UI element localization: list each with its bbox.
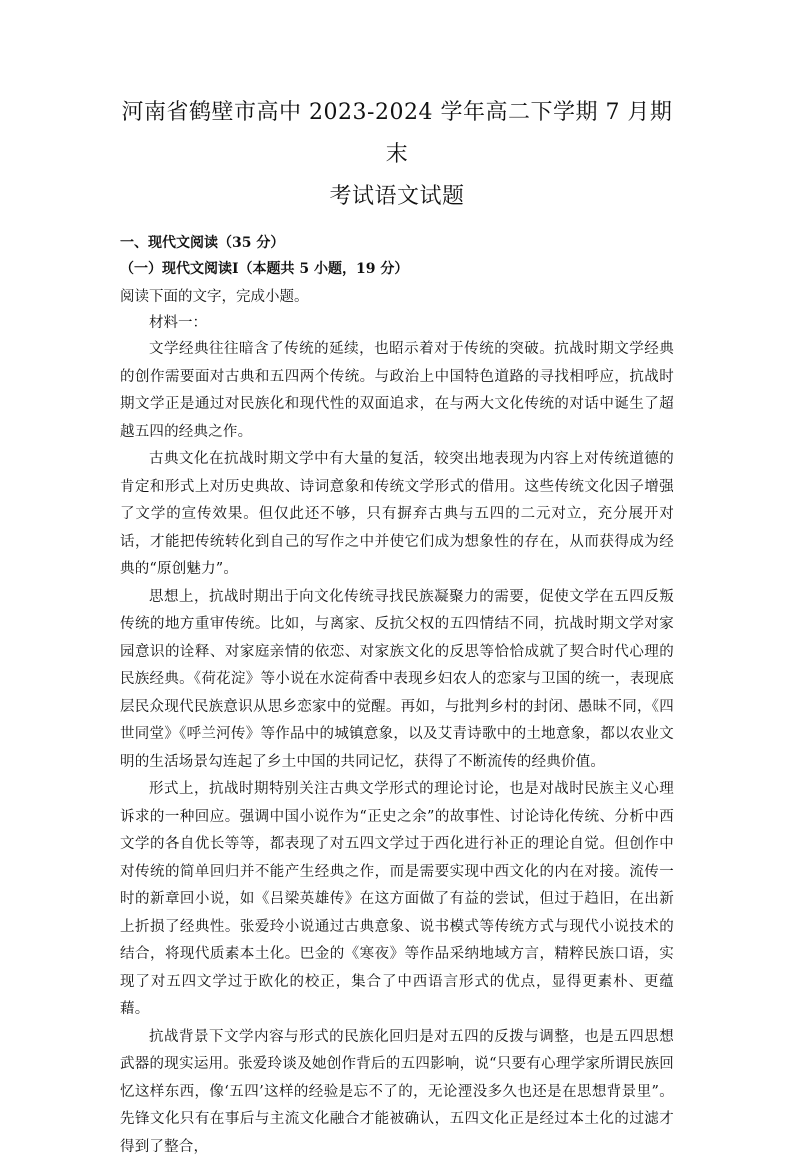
section-heading: 一、现代文阅读（35 分） — [120, 232, 674, 254]
document-title-line-1: 河南省鹤壁市高中 2023-2024 学年高二下学期 7 月期末 — [120, 92, 674, 176]
paragraph-3: 思想上，抗战时期出于向文化传统寻找民族凝聚力的需要，促使文学在五四反叛传统的地方重审传统。比如，与离家、反抗父权的五四情结不同，抗战时期文学对家园意识的诠释、对家庭亲情的依恋、对家族文化的反思等恰恰成就了契合时代心理的民族经典。《荷花淀》等小说在水淀荷香中表现乡妇农人的恋家与卫国的统一，表现底层民众现代民族意识从思乡恋家中的觉醒。再如，与批判乡村的封闭、愚昧不同，《四世同堂》《呼兰河传》等作品中的城镇意象，以及艾青诗歌中的土地意象，都以农业文明的生活场景勾连起了乡土中国的共同记忆，获得了不断流传的经典价值。 — [120, 584, 674, 777]
document-title-line-2: 考试语文试题 — [120, 176, 674, 218]
paragraph-2: 古典文化在抗战时期文学中有大量的复活，较突出地表现为内容上对传统道德的肯定和形式上对历史典故、诗词意象和传统文学形式的借用。这些传统文化因子增强了文学的宣传效果。但仅此还不够，只有摒弃古典与五四的二元对立，充分展开对话，才能把传统转化到自己的写作之中并使它们成为想象性的存在，从而获得成为经典的“原创魅力”。 — [120, 446, 674, 584]
paragraph-5: 抗战背景下文学内容与形式的民族化回归是对五四的反拨与调整，也是五四思想武器的现实运用。张爱玲谈及她创作背后的五四影响，说“只要有心理学家所谓民族回忆这样东西，像‘五四’这样的经验是忘不了的，无论湮没多久也还是在思想背景里”。先锋文化只有在事后与主流文化融合才能被确认，五四文化正是经过本土化的过滤才得到了整合， — [120, 1024, 674, 1161]
subsection-heading: （一）现代文阅读Ⅰ（本题共 5 小题，19 分） — [120, 258, 674, 280]
material-label: 材料一： — [120, 310, 674, 336]
paragraph-1: 文学经典往往暗含了传统的延续，也昭示着对于传统的突破。抗战时期文学经典的创作需要面对古典和五四两个传统。与政治上中国特色道路的寻找相呼应，抗战时期文学正是通过对民族化和现代性的双面追求，在与两大文化传统的对话中诞生了超越五四的经典之作。 — [120, 336, 674, 446]
reading-instruction: 阅读下面的文字，完成小题。 — [120, 284, 674, 310]
paragraph-4: 形式上，抗战时期特别关注古典文学形式的理论讨论，也是对战时民族主义心理诉求的一种回应。强调中国小说作为“正史之余”的故事性、讨论诗化传统、分析中西文学的各自优长等等，都表现了对五四文学过于西化进行补正的理论自觉。但创作中对传统的简单回归并不能产生经典之作，而是需要实现中西文化的内在对接。流传一时的新章回小说，如《吕梁英雄传》在这方面做了有益的尝试，但过于趋旧，在出新上折损了经典性。张爱玲小说通过古典意象、说书模式等传统方式与现代小说技术的结合，将现代质素本土化。巴金的《寒夜》等作品采纳地域方言，精粹民族口语，实现了对五四文学过于欧化的校正，集合了中西语言形式的优点，显得更素朴、更蕴藉。 — [120, 776, 674, 1024]
